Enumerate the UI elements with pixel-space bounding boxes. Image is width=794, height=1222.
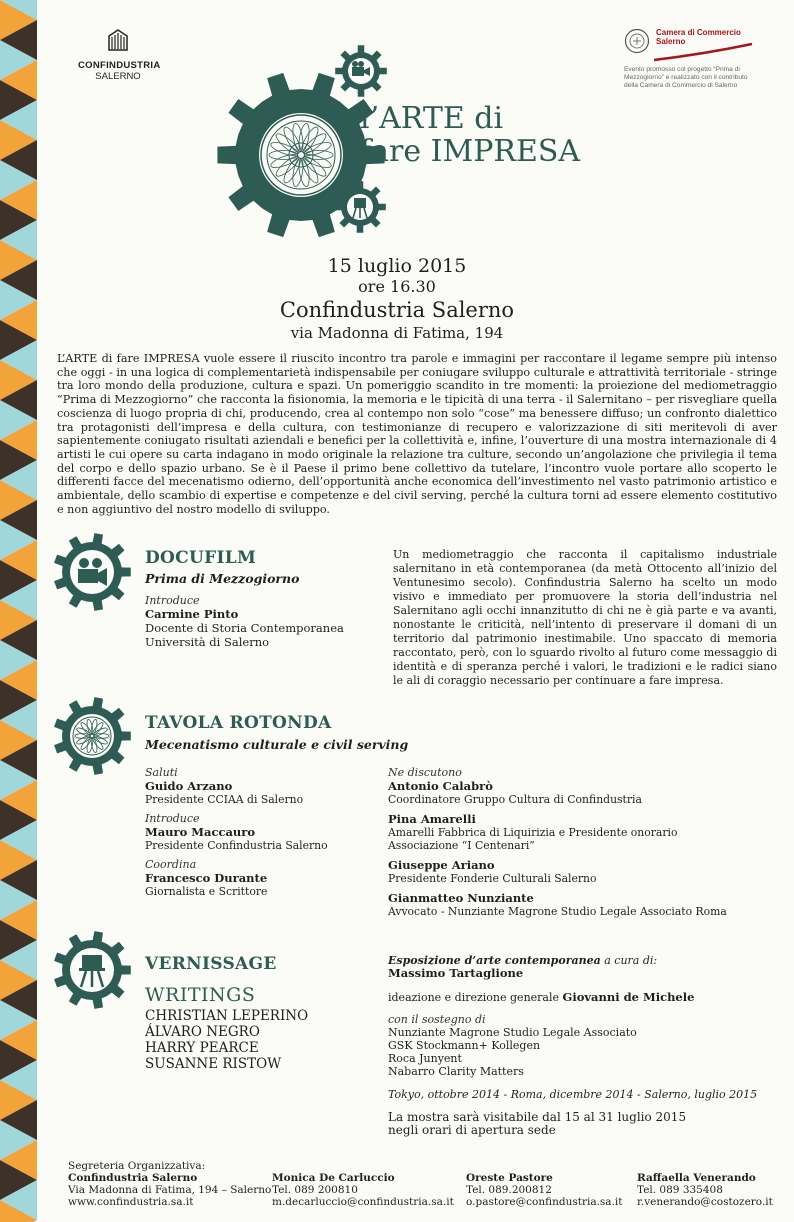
event-title-line1: l’ARTE di [360, 101, 504, 136]
docufilm-camera-icon [52, 532, 132, 612]
tavola-heading: TAVOLA ROTONDA [145, 713, 332, 733]
tavola-header [145, 713, 408, 752]
tavola-speaker [145, 766, 375, 806]
footer-contact [466, 1172, 622, 1208]
contact-name: Monica De Carluccio [272, 1172, 395, 1184]
confindustria-logo [78, 28, 161, 82]
artist-name: CHRISTIAN LEPERINO [145, 1008, 309, 1024]
tavola-speaker-label: Introduce [145, 812, 200, 825]
tavola-speaker-name: Francesco Durante [145, 871, 268, 885]
vernissage-artists [145, 1008, 308, 1072]
event-venue: Confindustria Salerno [279, 298, 515, 322]
easel-gear-icon [334, 181, 386, 233]
tavola-discussant-desc: Coordinatore Gruppo Cultura di Confindustria [388, 793, 642, 806]
sponsor-name: Nabarro Clarity Matters [388, 1065, 524, 1078]
camera-note: Evento promosso col progetto “Prima di Mezzogiorno” e realizzato con il contributo della Camera di Commercio di Salerno [624, 66, 748, 89]
tavola-speaker [145, 812, 375, 852]
camera-logo-line1: Camera di Commercio [656, 28, 741, 37]
secretariat-name: Confindustria Salerno [68, 1172, 198, 1184]
footer-secretariat [68, 1160, 271, 1208]
artist-name: SUSANNE RISTOW [145, 1056, 282, 1072]
camera-seal-icon [624, 28, 650, 54]
event-title [360, 102, 580, 168]
tavola-left-speakers [145, 766, 375, 904]
event-time: ore 16.30 [358, 277, 436, 296]
tavola-subtitle: Mecenatismo culturale e civil serving [145, 737, 409, 752]
tavola-speaker-name: Guido Arzano [145, 779, 233, 793]
tavola-discussant [388, 891, 778, 918]
tavola-speaker-desc: Giornalista e Scrittore [145, 885, 268, 898]
confindustria-logo-text: CONFINDUSTRIA [78, 60, 161, 71]
docufilm-speaker-name: Carmine Pinto [145, 607, 239, 621]
vernissage-details [388, 954, 778, 1137]
contact-name: Raffaella Venerando [637, 1172, 756, 1184]
tavola-discussant-name: Antonio Calabrò [388, 779, 493, 793]
docufilm-subtitle: Prima di Mezzogiorno [145, 571, 300, 586]
docufilm-heading: DOCUFILM [145, 548, 257, 568]
secretariat-address: Via Madonna di Fatima, 194 – Salerno [68, 1184, 272, 1196]
contact-phone: Tel. 089 200810 [272, 1184, 358, 1196]
vernissage-easel-icon [52, 930, 132, 1010]
docufilm-block [145, 548, 344, 649]
tavola-discussant-desc: Amarelli Fabbrica di Liquirizia e Presidente onorario [388, 826, 678, 839]
event-date: 15 luglio 2015 [327, 255, 467, 277]
tavola-speaker-name: Mauro Maccauro [145, 825, 256, 839]
confindustria-emblem-icon [103, 28, 133, 56]
tavola-rosette-icon [52, 696, 132, 776]
secretariat-website[interactable]: www.confindustria.sa.it [68, 1196, 194, 1208]
event-title-line2: fare IMPRESA [360, 134, 581, 169]
tavola-discussants-label: Ne discutono [388, 766, 462, 779]
tavola-discussant [388, 779, 778, 806]
secretariat-label: Segreteria Organizzativa: [68, 1160, 206, 1172]
sponsor-name: Nunziante Magrone Studio Legale Associato [388, 1026, 637, 1039]
curated-by-label: a cura di: [604, 954, 658, 967]
contact-email[interactable]: r.venerando@costozero.it [637, 1196, 773, 1208]
docufilm-introduce-label: Introduce [145, 594, 200, 607]
intro-paragraph: L’ARTE di fare IMPRESA vuole essere il riuscito incontro tra parole e immagini per raccontare il legame sempre più intenso che oggi - in una logica di complementarietà indispensabile per coniugare sviluppo culturale e attrattività territoriale - stringe tra loro mondo della produzione, cultura e spazi. Un pomeriggio scandito in tre momenti: la proiezione del mediometraggio “Prima di Mezzogiorno” che racconta la fisionomia, la memoria e le tipicità di una terra - il Salernitano – per risvegliare quella coscienza di luogo propria di chi, producendo, crea al contempo non solo “cose” ma benessere diffuso; un confronto dialettico tra protagonisti dell’impresa e della cultura, con testimonianze di recupero e valorizzazione di siti meritevoli di aver sapientemente coniugato risultati aziendali e benefici per la collettività e, infine, l’ouverture di una mostra internazionale di 4 artisti le cui opere su carta indagano in modo originale la relazione tra culture, secondo un’angolazione che privilegia il tema del corpo e dello spazio urbano. Se è il Paese il primo bene collettivo da tutelare, l’incontro vuole portare allo scoperto le differenti facce del mecenatismo odierno, dell’opportunità anche economica dell’investimento nel vasto patrimonio artistico e ambientale, dello scambio di expertise e competenze e del civil serving, perché la cultura torni ad essere elemento costitutivo e non aggiuntivo del nostro modello di sviluppo. [57, 352, 777, 516]
sponsor-name: Roca Junyent [388, 1052, 462, 1065]
tavola-discussant [388, 812, 778, 852]
support-label: con il sostegno di [388, 1013, 486, 1026]
footer-contact [637, 1172, 773, 1208]
contact-phone: Tel. 089 335408 [637, 1184, 723, 1196]
event-address: via Madonna di Fatima, 194 [290, 324, 504, 342]
contact-phone: Tel. 089.200812 [466, 1184, 552, 1196]
artist-name: HARRY PEARCE [145, 1040, 259, 1056]
tavola-discussant-desc2: Associazione “I Centenari” [388, 839, 535, 852]
curator-name: Massimo Tartaglione [388, 966, 524, 980]
tavola-speaker [145, 858, 375, 898]
visit-line2: negli orari di apertura sede [388, 1123, 556, 1137]
visit-info [388, 1111, 778, 1137]
docufilm-speaker-role2: Università di Salerno [145, 635, 270, 649]
tavola-speaker-desc: Presidente CCIAA di Salerno [145, 793, 304, 806]
artist-name: ÁLVARO NEGRO [145, 1024, 260, 1040]
vernissage-exhibit-title: WRITINGS [145, 984, 256, 1006]
event-details [0, 255, 794, 343]
tavola-speaker-label: Coordina [145, 858, 197, 871]
docufilm-speaker-role1: Docente di Storia Contemporanea [145, 621, 344, 635]
exposition-label: Esposizione d’arte contemporanea [388, 954, 601, 967]
tavola-discussant-desc: Avvocato - Nunziante Magrone Studio Legale Associato Roma [388, 905, 727, 918]
decorative-border [0, 0, 37, 1222]
exhibition-tour: Tokyo, ottobre 2014 - Roma, dicembre 2014 - Salerno, luglio 2015 [388, 1088, 758, 1101]
tavola-discussant-name: Gianmatteo Nunziante [388, 891, 534, 905]
tavola-discussant [388, 858, 778, 885]
camera-swoosh-icon [654, 42, 754, 62]
contact-email[interactable]: m.decarluccio@confindustria.sa.it [272, 1196, 454, 1208]
camera-gear-icon [334, 44, 388, 98]
vernissage-block [145, 954, 308, 1072]
tavola-discussant-name: Giuseppe Ariano [388, 858, 495, 872]
docufilm-description: Un mediometraggio che racconta il capitalismo industriale salernitano in età contemporanea (da metà Ottocento all’inizio del Ventunesimo secolo). Confindustria Salerno ha scelto un modo visivo e immediato per promuovere la storia dell’industria nel Salernitano agli occhi innanzitutto di chi ne è già parte e va avanti, nonostante le criticità, nell’intento di preservare il domani di un territorio dal patrimonio inestimabile. Uno spaccato di memoria raccontato, però, con lo sguardo rivolto al futuro come messaggio di identità e di speranza perché i valori, le tradizioni e le radici siano le ali di coraggio necessario per continuare a fare impresa. [393, 548, 777, 687]
contact-name: Oreste Pastore [466, 1172, 553, 1184]
tavola-discussant-name: Pina Amarelli [388, 812, 476, 826]
director-name: Giovanni de Michele [562, 990, 695, 1004]
vernissage-heading: VERNISSAGE [145, 954, 277, 974]
camera-commercio-logo [624, 28, 774, 90]
tavola-speaker-label: Saluti [145, 766, 178, 779]
footer-contact [272, 1172, 454, 1208]
direction-label: ideazione e direzione generale [388, 991, 560, 1004]
visit-line1: La mostra sarà visitabile dal 15 al 31 luglio 2015 [388, 1110, 687, 1124]
confindustria-logo-city: SALERNO [95, 71, 141, 82]
sponsor-name: GSK Stockmann+ Kollegen [388, 1039, 541, 1052]
tavola-discussant-desc: Presidente Fonderie Culturali Salerno [388, 872, 597, 885]
contact-email[interactable]: o.pastore@confindustria.sa.it [466, 1196, 623, 1208]
camera-logo-line2: Salerno [656, 37, 686, 46]
tavola-speaker-desc: Presidente Confindustria Salerno [145, 839, 328, 852]
tavola-right-speakers [388, 766, 778, 924]
